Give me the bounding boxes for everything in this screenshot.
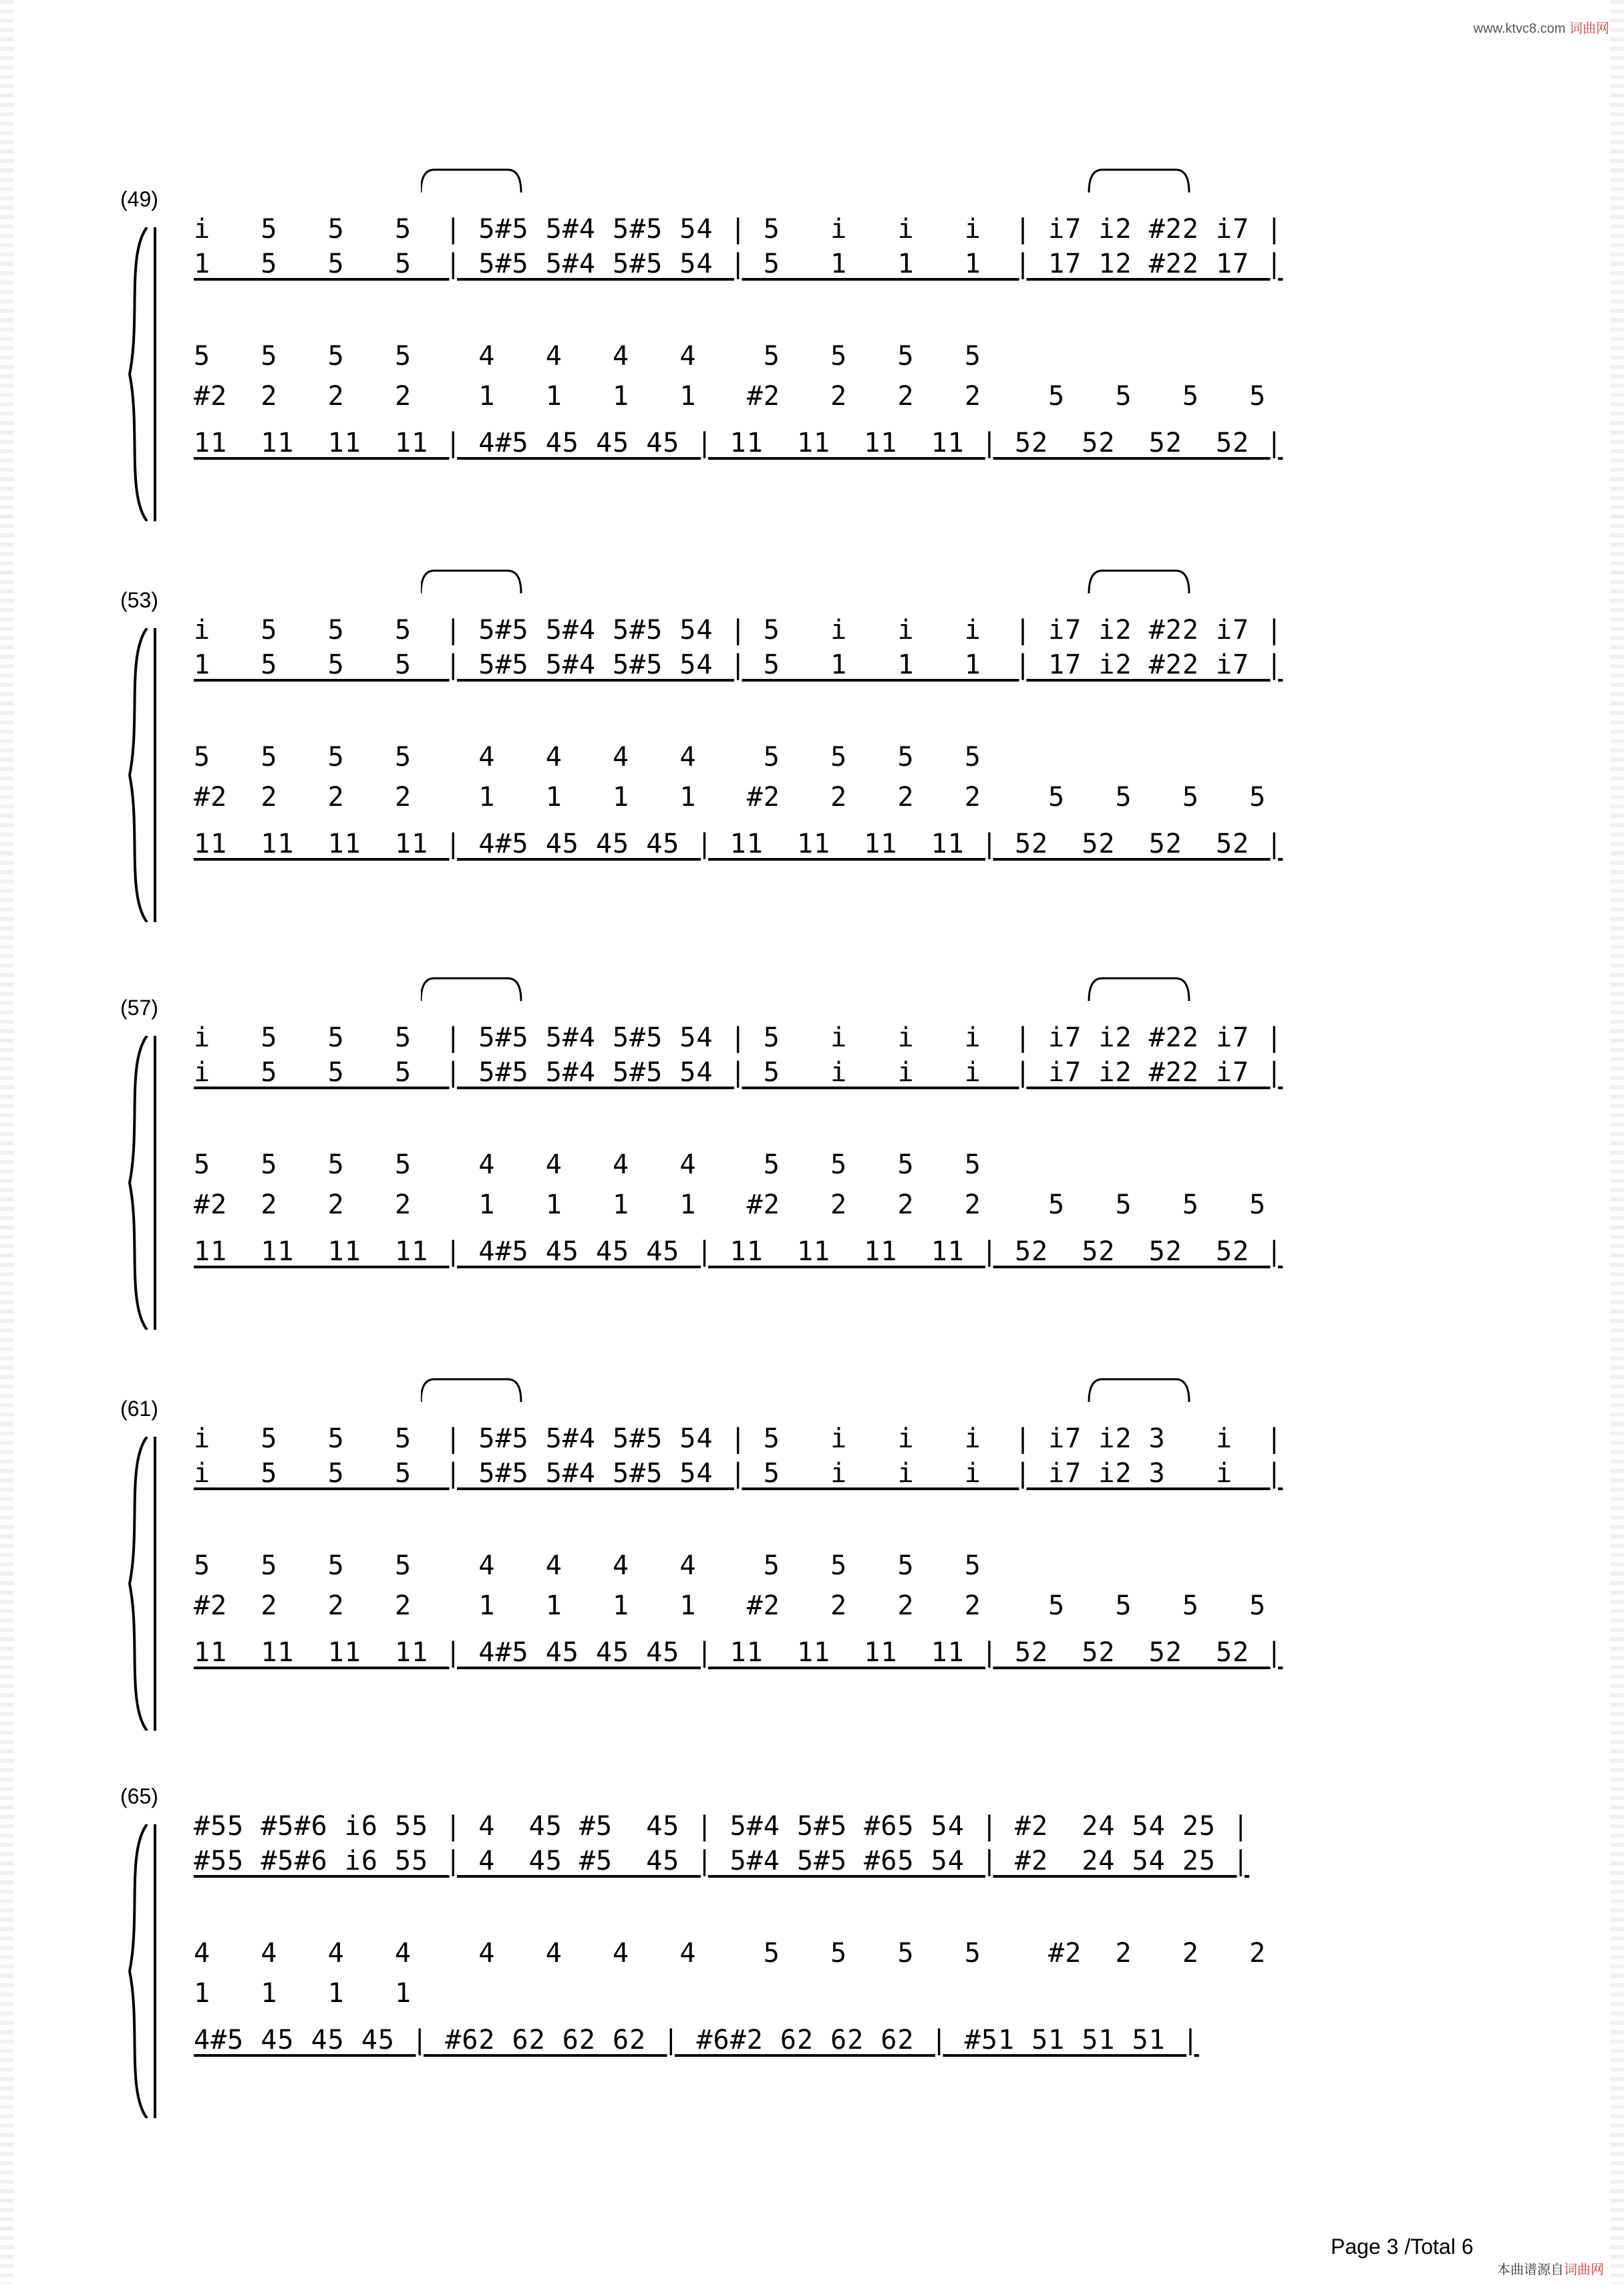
treble-row-lower: 1 5 5 5 | 5#5 5#4 5#5 54 | 5 1 1 1 | 17 12 #22 17 | (194, 249, 1283, 279)
bass-row-upper: 5 5 5 5 4 4 4 4 5 5 5 5 (194, 742, 981, 772)
treble-row-upper: i 5 5 5 | 5#5 5#4 5#5 54 | 5 i i i | i7 i2 #22 i7 | (194, 214, 1283, 245)
treble-row-lower: i 5 5 5 | 5#5 5#4 5#5 54 | 5 i i i | i7 i2 #22 i7 | (194, 1057, 1283, 1088)
page-indicator: Page 3 /Total 6 (1331, 2235, 1474, 2259)
score-system (120, 588, 1496, 936)
site-url: www.ktvc8.com (1473, 21, 1566, 36)
site-brand: 词曲网 (1569, 21, 1609, 36)
bass-row-lower: 4#5 45 45 45 | #62 62 62 62 | #6#2 62 62 62 | #51 51 51 51 | (194, 2025, 1199, 2055)
grand-staff-brace (120, 628, 160, 922)
bass-row-middle: #2 2 2 2 1 1 1 1 #2 2 2 2 5 5 5 5 (194, 1590, 1267, 1621)
score-system (120, 996, 1496, 1343)
bass-row-middle: #2 2 2 2 1 1 1 1 #2 2 2 2 5 5 5 5 (194, 1189, 1267, 1220)
treble-row-upper: i 5 5 5 | 5#5 5#4 5#5 54 | 5 i i i | i7 i2 3 i | (194, 1423, 1283, 1454)
footer-brand: 词曲网 (1564, 2263, 1604, 2277)
treble-row-lower: #55 #5#6 i6 55 | 4 45 #5 45 | 5#4 5#5 #65 54 | #2 24 54 25 | (194, 1846, 1250, 1876)
bass-row-middle: #2 2 2 2 1 1 1 1 #2 2 2 2 5 5 5 5 (194, 782, 1267, 813)
bass-row-middle: 1 1 1 1 (194, 1978, 412, 2009)
treble-row-lower: i 5 5 5 | 5#5 5#4 5#5 54 | 5 i i i | i7 i2 3 i | (194, 1458, 1283, 1489)
site-header (1474, 17, 1609, 37)
measure-number: (57) (120, 996, 158, 1020)
right-margin-strip (1611, 0, 1624, 2284)
score-system (120, 1397, 1496, 1744)
treble-row-upper: #55 #5#6 i6 55 | 4 45 #5 45 | 5#4 5#5 #65 54 | #2 24 54 25 | (194, 1811, 1250, 1842)
bass-row-lower: 11 11 11 11 | 4#5 45 45 45 | 11 11 11 11 | 52 52 52 52 | (194, 1637, 1283, 1668)
slur-marks (421, 568, 1557, 595)
bass-row-upper: 5 5 5 5 4 4 4 4 5 5 5 5 (194, 1550, 981, 1581)
slur-marks (421, 1377, 1557, 1403)
bass-row-middle: #2 2 2 2 1 1 1 1 #2 2 2 2 5 5 5 5 (194, 381, 1267, 412)
slur-marks (421, 167, 1557, 194)
bass-row-lower: 11 11 11 11 | 4#5 45 45 45 | 11 11 11 11 | 52 52 52 52 | (194, 428, 1283, 458)
treble-row-upper: i 5 5 5 | 5#5 5#4 5#5 54 | 5 i i i | i7 i2 #22 i7 | (194, 615, 1283, 646)
grand-staff-brace (120, 1437, 160, 1731)
measure-number: (61) (120, 1397, 158, 1421)
measure-number: (49) (120, 187, 158, 211)
source-note: 本曲谱源自 (1497, 2263, 1564, 2277)
grand-staff-brace (120, 1036, 160, 1330)
treble-row-lower: 1 5 5 5 | 5#5 5#4 5#5 54 | 5 1 1 1 | 17 i2 #22 i7 | (194, 650, 1283, 680)
score-system (120, 187, 1496, 535)
grand-staff-brace (120, 1824, 160, 2118)
grand-staff-brace (120, 227, 160, 521)
bass-row-upper: 5 5 5 5 4 4 4 4 5 5 5 5 (194, 341, 981, 372)
bass-row-lower: 11 11 11 11 | 4#5 45 45 45 | 11 11 11 11 | 52 52 52 52 | (194, 829, 1283, 859)
score-system (120, 1784, 1496, 2132)
bass-row-lower: 11 11 11 11 | 4#5 45 45 45 | 11 11 11 11 | 52 52 52 52 | (194, 1236, 1283, 1267)
measure-number: (65) (120, 1784, 158, 1808)
measure-number: (53) (120, 588, 158, 612)
treble-row-upper: i 5 5 5 | 5#5 5#4 5#5 54 | 5 i i i | i7 i2 #22 i7 | (194, 1022, 1283, 1053)
bass-row-upper: 5 5 5 5 4 4 4 4 5 5 5 5 (194, 1149, 981, 1180)
slur-marks (421, 976, 1557, 1002)
bass-row-upper: 4 4 4 4 4 4 4 4 5 5 5 5 #2 2 2 2 (194, 1938, 1267, 1969)
left-margin-strip (0, 0, 13, 2284)
